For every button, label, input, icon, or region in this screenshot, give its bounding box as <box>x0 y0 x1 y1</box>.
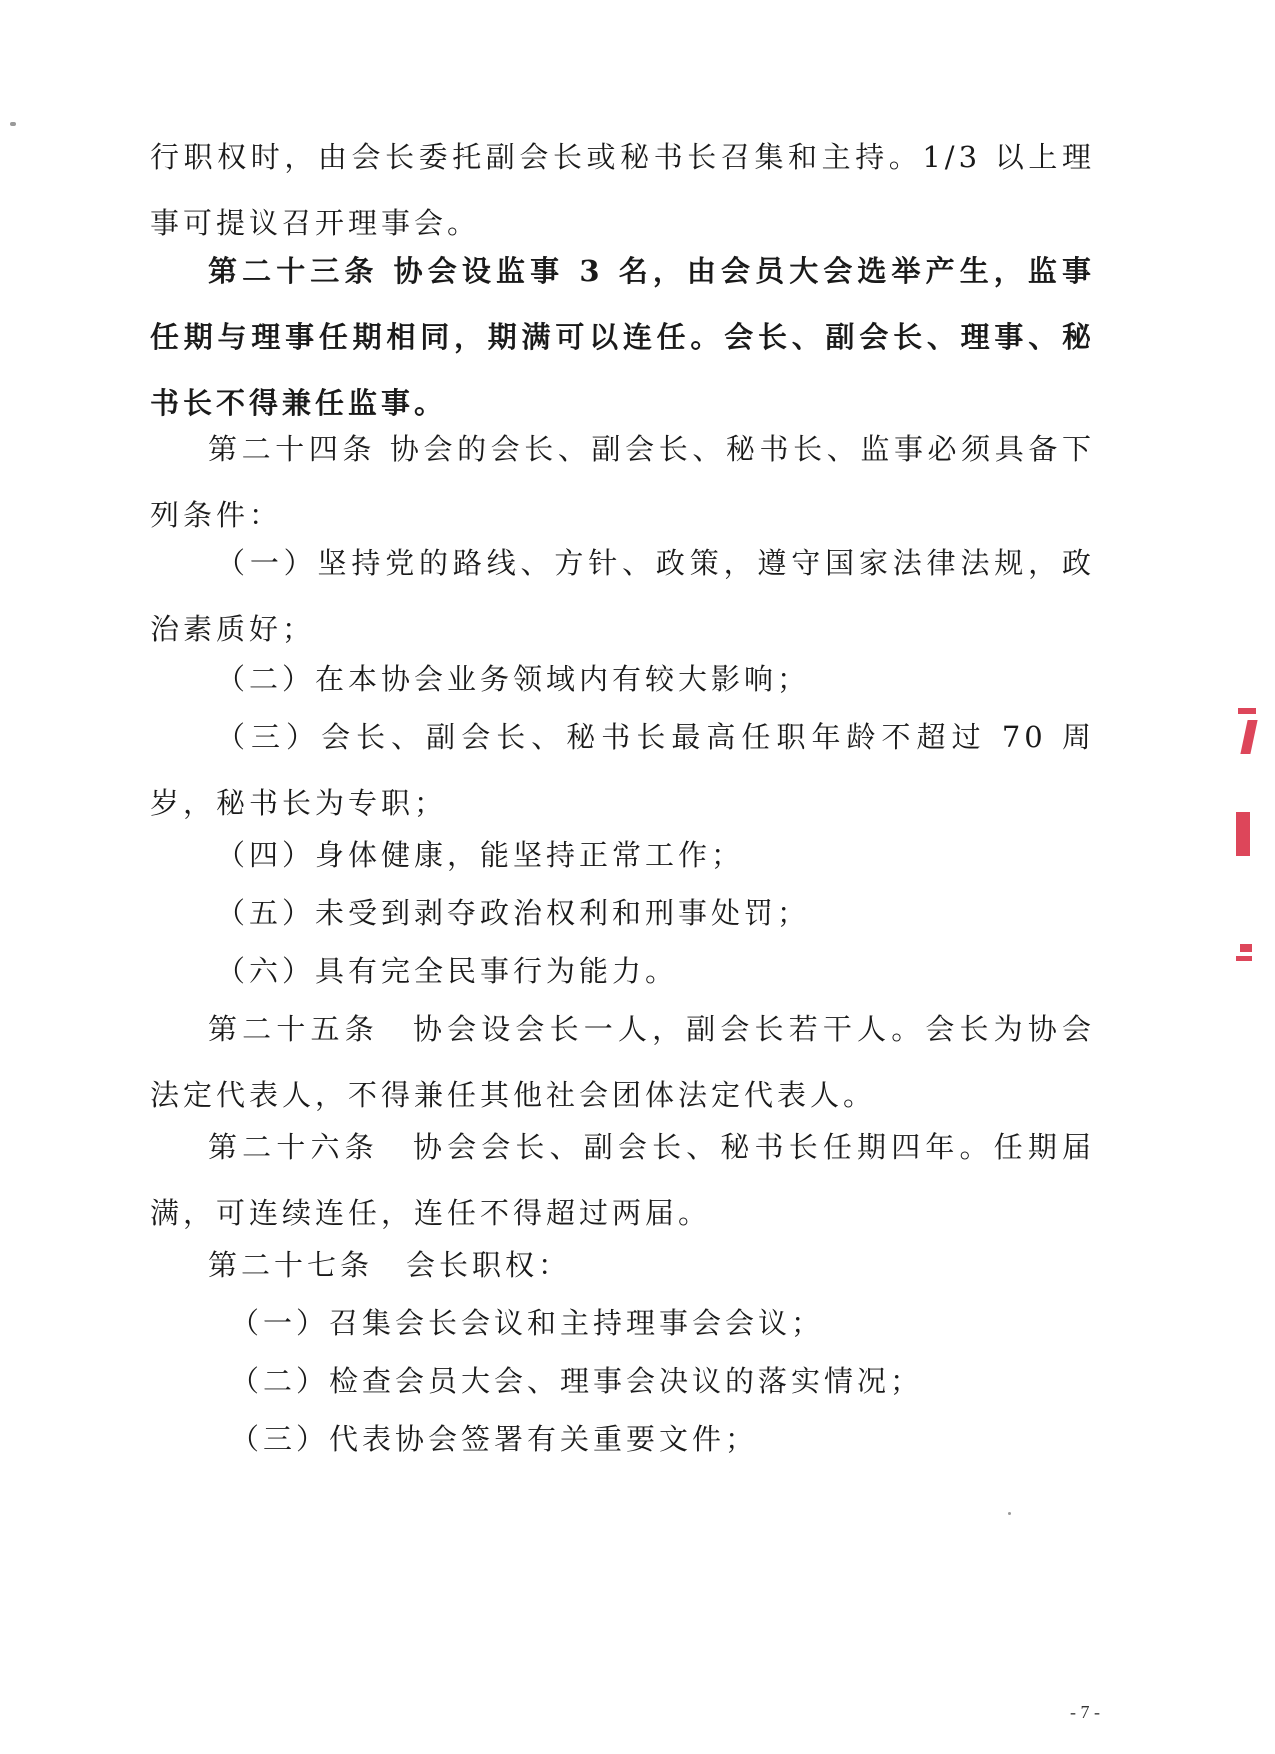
article-24-item-5 <box>150 880 1095 946</box>
stamp-fragment <box>1236 956 1252 961</box>
stamp-fragment <box>1236 812 1250 856</box>
paragraph-text: （一）坚持党的路线、方针、政策，遵守国家法律法规，政治素质好； <box>150 546 1095 646</box>
stamp-fragment <box>1240 944 1252 952</box>
article-24-item-2 <box>150 646 1095 712</box>
article-24-item-1 <box>150 530 1095 662</box>
article-27 <box>150 1232 1095 1298</box>
paragraph-text: （二）检查会员大会、理事会决议的落实情况； <box>230 1364 924 1398</box>
article-27-item-1 <box>150 1290 1095 1356</box>
stamp-fragment <box>1240 720 1257 754</box>
article-24-item-3 <box>150 704 1095 836</box>
article-25 <box>150 996 1095 1128</box>
stamp-fragment <box>1238 708 1256 714</box>
paragraph-text: 第二十三条 协会设监事 3 名，由会员大会选举产生，监事任期与理事任期相同，期满可以连任。会长、副会长、理事、秘书长不得兼任监事。 <box>150 254 1095 420</box>
scan-speck <box>10 122 16 126</box>
article-26 <box>150 1114 1095 1246</box>
paragraph-text: （四）身体健康，能坚持正常工作； <box>216 838 745 872</box>
paragraph-continuation <box>150 124 1095 256</box>
paragraph-text: （三）代表协会签署有关重要文件； <box>230 1422 759 1456</box>
paragraph-text: 行职权时，由会长委托副会长或秘书长召集和主持。1/3 以上理事可提议召开理事会。 <box>150 140 1095 240</box>
scan-speck <box>1008 1512 1011 1515</box>
article-27-item-2 <box>150 1348 1095 1414</box>
paragraph-text: （六）具有完全民事行为能力。 <box>216 954 679 988</box>
paragraph-text: （一）召集会长会议和主持理事会会议； <box>230 1306 825 1340</box>
article-24-item-4 <box>150 822 1095 888</box>
paragraph-text: （五）未受到剥夺政治权利和刑事处罚； <box>216 896 811 930</box>
article-24-item-6 <box>150 938 1095 1004</box>
article-23 <box>150 238 1095 436</box>
paragraph-text: 第二十六条 协会会长、副会长、秘书长任期四年。任期届满，可连续连任，连任不得超过两届。 <box>150 1130 1095 1230</box>
paragraph-text: （二）在本协会业务领域内有较大影响； <box>216 662 811 696</box>
paragraph-text: 第二十五条 协会设会长一人，副会长若干人。会长为协会法定代表人，不得兼任其他社会团体法定代表人。 <box>150 1012 1095 1112</box>
article-24 <box>150 416 1095 548</box>
page-number: - 7 - <box>1070 1702 1100 1722</box>
paragraph-text: 第二十四条 协会的会长、副会长、秘书长、监事必须具备下列条件： <box>150 432 1095 532</box>
paragraph-text: （三）会长、副会长、秘书长最高任职年龄不超过 70 周岁，秘书长为专职； <box>150 720 1095 820</box>
article-27-item-3 <box>150 1406 1095 1472</box>
paragraph-text: 第二十七条 会长职权： <box>208 1248 572 1282</box>
